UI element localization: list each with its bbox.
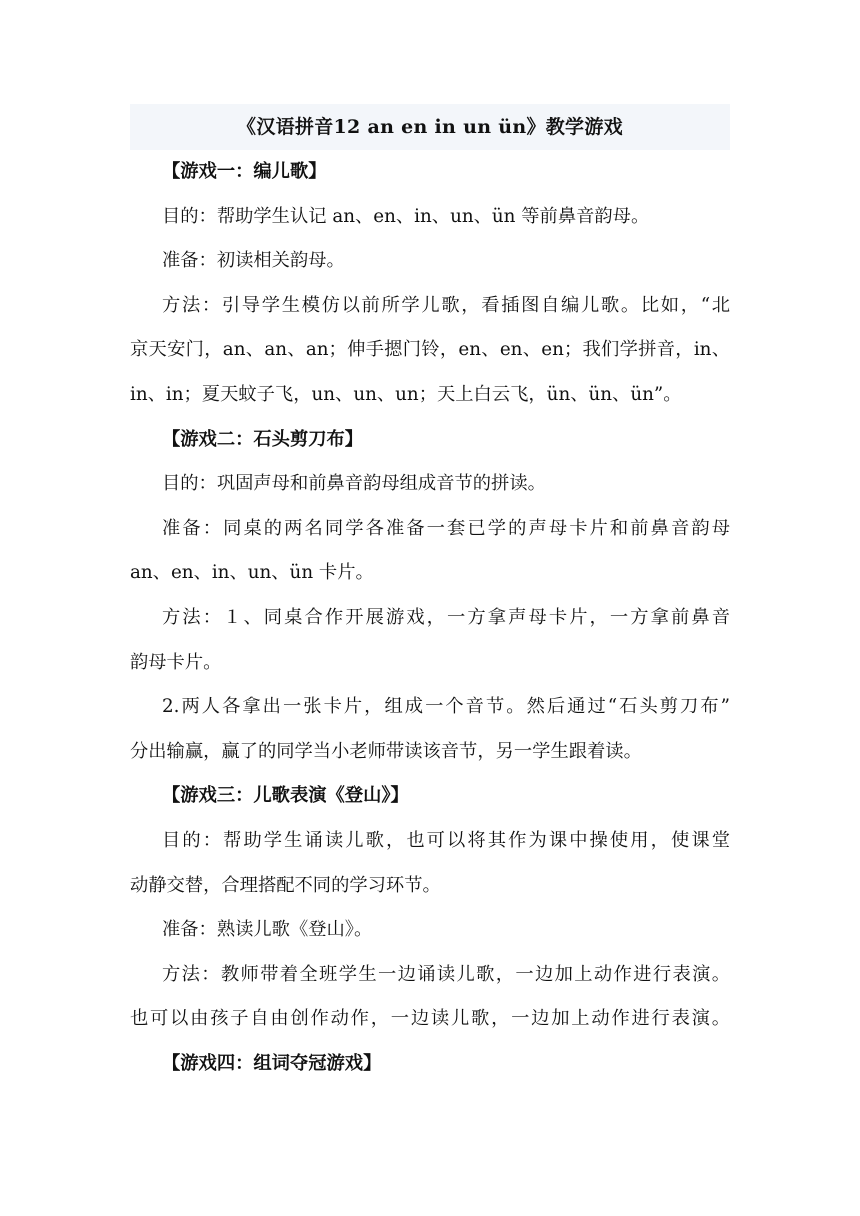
- section-heading-game-4: 【游戏四：组词夺冠游戏】: [162, 1052, 382, 1074]
- document-title: 《汉语拼音12 an en in un ün》教学游戏: [130, 104, 730, 150]
- game-1-method-line: in、in；夏天蚊子飞，un、un、un；天上白云飞，ün、ün、ün”。: [130, 383, 682, 405]
- game-1-method-line: 京天安门，an、an、an；伸手摁门铃，en、en、en；我们学拼音，in、: [130, 339, 730, 361]
- document-body: [130, 150, 730, 1086]
- game-1-purpose: 目的：帮助学生认记 an、en、in、un、ün 等前鼻音韵母。: [162, 205, 650, 227]
- game-2-method-line: 方法：１、同桌合作开展游戏，一方拿声母卡片，一方拿前鼻音: [162, 606, 730, 628]
- game-1-prep: 准备：初读相关韵母。: [162, 250, 345, 272]
- game-2-step2-line: 2.两人各拿出一张卡片，组成一个音节。然后通过“石头剪刀布”: [162, 696, 730, 718]
- game-3-purpose-line: 动静交替，合理搭配不同的学习环节。: [130, 874, 441, 896]
- section-heading-game-1: 【游戏一：编儿歌】: [162, 161, 327, 182]
- game-3-prep: 准备：熟读儿歌《登山》。: [162, 919, 373, 941]
- game-2-method-line: 韵母卡片。: [130, 651, 222, 673]
- game-3-method-line: 也可以由孩子自由创作动作，一边读儿歌，一边加上动作进行表演。: [130, 1008, 730, 1030]
- game-2-prep-line: an、en、in、un、ün 卡片。: [130, 562, 374, 584]
- section-heading-game-2: 【游戏二：石头剪刀布】: [162, 428, 364, 450]
- section-heading-game-3: 【游戏三：儿歌表演《登山》】: [162, 785, 409, 807]
- game-1-method-line: 方法：引导学生模仿以前所学儿歌，看插图自编儿歌。比如，“北: [162, 294, 730, 316]
- game-2-purpose: 目的：巩固声母和前鼻音韵母组成音节的拼读。: [162, 473, 546, 495]
- document-page: [130, 104, 730, 1086]
- game-3-purpose-line: 目的：帮助学生诵读儿歌，也可以将其作为课中操使用，使课堂: [162, 829, 730, 851]
- game-3-method-line: 方法：教师带着全班学生一边诵读儿歌，一边加上动作进行表演。: [162, 963, 730, 985]
- game-2-prep-line: 准备：同桌的两名同学各准备一套已学的声母卡片和前鼻音韵母: [162, 517, 730, 539]
- game-2-step2-line: 分出输赢，赢了的同学当小老师带读该音节，另一学生跟着读。: [130, 740, 642, 762]
